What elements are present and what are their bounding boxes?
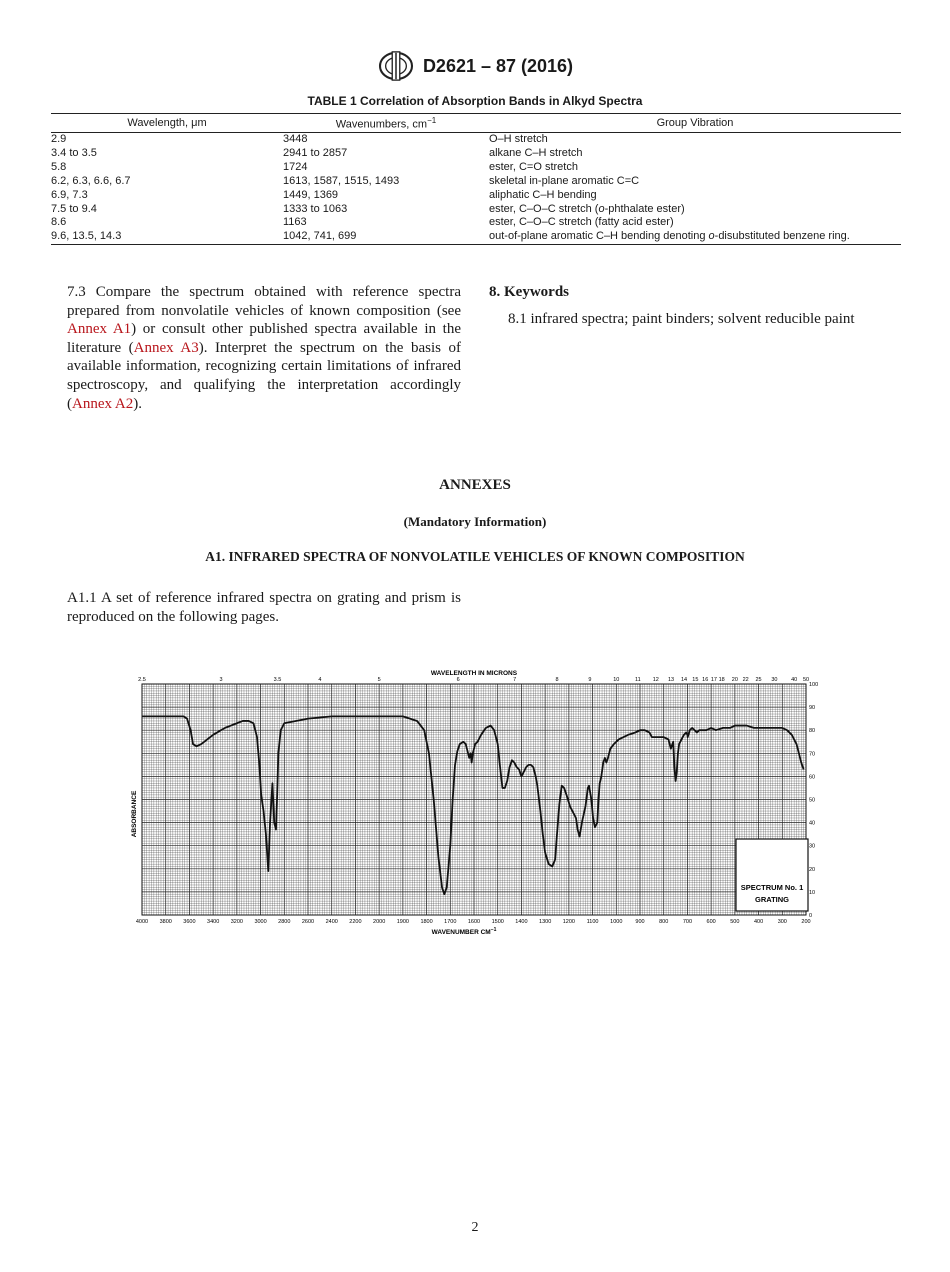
annexes-title: ANNEXES: [439, 477, 511, 493]
table-row: [51, 175, 901, 189]
cell-wavenumbers: 1613, 1587, 1515, 1493: [283, 174, 400, 187]
wavenumber-tick-label: 1600: [467, 919, 481, 925]
annexes-subtitle: (Mandatory Information): [403, 514, 547, 529]
cell-group-vibration: [489, 161, 901, 175]
cell-wavelength: 9.6, 13.5, 14.3: [51, 230, 283, 244]
micron-tick-label: 14: [680, 677, 688, 683]
cell-wavelength: 3.4 to 3.5: [51, 146, 97, 159]
chart-grid: [142, 684, 806, 915]
gv-text: out-of-plane aromatic C–H bending denoting: [489, 230, 709, 243]
wavenumber-tick-label: 1300: [539, 919, 552, 925]
chart-title: WAVELENGTH IN MICRONS: [430, 670, 518, 677]
cell-group-vibration: [489, 189, 901, 203]
gv-text: O–H stretch: [489, 133, 548, 145]
micron-tick-label: 50: [802, 677, 810, 683]
micron-tick-label: 8: [555, 677, 559, 683]
cell-wavenumbers: 1449, 1369: [283, 188, 339, 201]
wavenumber-tick-label: 1400: [515, 919, 528, 925]
table-caption: TABLE 1 Correlation of Absorption Bands in Alkyd Spectra: [307, 94, 643, 108]
cell-group-vibration: [489, 203, 901, 217]
spectrum-trace: [142, 716, 804, 894]
table-row: [51, 203, 901, 217]
wavenumber-tick-label: 4000: [135, 919, 149, 925]
cell-wavenumbers: 1333 to 1063: [283, 202, 348, 215]
micron-tick-label: 12: [652, 677, 659, 683]
wavenumber-tick-label: 1200: [562, 919, 575, 925]
micron-tick-label: 9: [588, 677, 592, 683]
table-row: [51, 147, 901, 161]
table-row: [51, 230, 901, 244]
wavenumber-tick-label: 1700: [444, 919, 457, 925]
wavenumber-tick-label: 1800: [420, 919, 433, 925]
label-box-line-2: GRATING: [754, 895, 790, 904]
ir-spectrum-chart: [128, 666, 824, 938]
wavenumber-tick-label: 300: [777, 919, 787, 925]
right-axis-tick-label: 80: [809, 728, 816, 735]
s73-text-2: ) or consult other published spectra available in the literature (: [67, 321, 461, 356]
cell-wavenumbers: 1163: [283, 216, 307, 229]
designation: D2621 – 87 (2016): [422, 55, 574, 76]
cell-group-vibration: [489, 230, 901, 244]
cell-wavelength: 6.9, 7.3: [51, 188, 88, 201]
micron-tick-label: 16: [702, 677, 709, 683]
gv-text: ester, C–O–C stretch (fatty acid ester): [489, 216, 674, 229]
wavenumber-tick-label: 2600: [301, 919, 315, 925]
cell-wavelength: 2.9: [51, 133, 67, 145]
micron-tick-label: 15: [692, 677, 699, 683]
micron-tick-label: 11: [634, 677, 641, 683]
section-7-3-body: [51, 283, 461, 413]
wavenumber-tick-label: 3000: [254, 919, 267, 925]
wavenumber-tick-label: 600: [706, 919, 716, 925]
wavenumber-tick-label: 500: [730, 919, 740, 925]
wavenumber-tick-label: 1900: [396, 919, 409, 925]
cell-group-vibration: [489, 147, 901, 161]
wavenumber-tick-label: 3800: [159, 919, 172, 925]
gv-italic: o: [598, 202, 605, 215]
label-box-line-1: SPECTRUM No. 1: [740, 883, 804, 892]
s73-text-3: ). Interpret the spectrum on the basis of available information, recognizing certain limitations of infrared spectroscopy, and qualifying the interpretation accordingly (: [67, 339, 461, 412]
gv-text: skeletal in-plane aromatic C=C: [489, 174, 640, 187]
micron-tick-label: 30: [771, 677, 778, 683]
right-axis-tick-label: 50: [809, 797, 816, 804]
astm-logo: [377, 50, 415, 82]
right-axis-tick-label: 90: [809, 705, 816, 712]
gv-italic: o: [708, 230, 715, 243]
wavenumber-tick-label: 700: [682, 919, 693, 925]
spectrum-label-box: [736, 839, 808, 911]
wavenumber-tick-label: 400: [753, 919, 764, 925]
wavenumber-tick-label: 3600: [183, 919, 196, 925]
annex-a3-link[interactable]: Annex A3: [133, 339, 199, 356]
micron-tick-label: 4: [318, 677, 322, 683]
col-wavenumbers: [283, 114, 489, 133]
page-number: 2: [471, 1220, 479, 1235]
gv-text: aliphatic C–H bending: [489, 188, 597, 201]
wavenumber-tick-label: 1500: [491, 919, 504, 925]
wavenumber-tick-label: 1100: [586, 919, 599, 925]
micron-tick-label: 3.5: [273, 677, 282, 683]
cell-wavelength: 6.2, 6.3, 6.6, 6.7: [51, 174, 131, 187]
micron-tick-label: 3: [219, 677, 223, 683]
right-axis-tick-label: 10: [809, 889, 816, 896]
micron-tick-label: 6: [456, 677, 460, 683]
cell-wavenumbers: 3448: [283, 133, 308, 145]
right-axis-tick-label: 0: [809, 913, 813, 919]
cell-group-vibration: [489, 133, 901, 147]
micron-tick-label: 13: [667, 677, 675, 683]
absorption-bands-table: [51, 113, 901, 245]
keywords-text: 8.1 infrared spectra; paint binders; solvent reducible paint: [508, 311, 855, 327]
right-axis-tick-label: 100: [809, 682, 819, 688]
micron-tick-label: 7: [513, 677, 517, 683]
section-7-3-paragraph: [51, 283, 461, 413]
micron-tick-label: 20: [731, 677, 738, 683]
annex-a2-link[interactable]: Annex A2: [72, 395, 134, 412]
cell-wavenumbers: 1724: [283, 160, 308, 173]
cell-wavenumbers: 2941 to 2857: [283, 146, 348, 159]
table-row: [51, 189, 901, 203]
wavenumber-tick-label: 2800: [278, 919, 291, 925]
col-group-vibration: Group Vibration: [489, 114, 901, 133]
micron-tick-label: 25: [755, 677, 762, 683]
table-row: [51, 133, 901, 147]
wavenumber-tick-label: 800: [659, 919, 669, 925]
cell-wavelength: 5.8: [51, 160, 67, 173]
keywords-heading: 8. Keywords: [489, 284, 569, 300]
annex-a1-1-paragraph: [51, 589, 461, 626]
micron-tick-label: 5: [377, 677, 381, 683]
s73-text-4: ).: [133, 395, 142, 412]
col-wavenumbers-exponent: −1: [427, 115, 437, 125]
y-axis-label: ABSORBANCE: [131, 790, 138, 838]
right-axis-tick-label: 20: [809, 866, 816, 873]
annex-a1-link[interactable]: Annex A1: [67, 321, 132, 338]
micron-tick-label: 17: [710, 677, 717, 683]
micron-tick-label: 18: [718, 677, 725, 683]
gv-text: ester, C–O–C stretch (: [489, 202, 599, 215]
wavenumber-tick-label: 200: [801, 919, 811, 925]
annex-a1-title: A1. INFRARED SPECTRA OF NONVOLATILE VEHICLES OF KNOWN COMPOSITION: [205, 549, 745, 564]
table-row: [51, 161, 901, 175]
cell-group-vibration: [489, 216, 901, 230]
wavenumber-tick-label: 1000: [610, 919, 623, 925]
s73-text-1: 7.3 Compare the spectrum obtained with reference spectra prepared from nonvolatile vehicles of known composition (see: [67, 284, 461, 319]
gv-text-end: -phthalate ester): [604, 202, 685, 215]
right-axis-tick-label: 30: [809, 843, 816, 850]
right-axis-tick-label: 60: [809, 774, 816, 781]
right-axis-tick-label: 40: [809, 820, 816, 827]
x-axis-label-exponent: −1: [490, 927, 497, 933]
table-header-row: [51, 114, 901, 133]
wavenumber-tick-label: 3400: [207, 919, 220, 925]
wavenumber-tick-label: 2000: [373, 919, 386, 925]
wavenumber-tick-label: 2200: [349, 919, 362, 925]
x-axis-label: [432, 927, 497, 936]
col-wavelength: Wavelength, μm: [51, 114, 283, 133]
cell-wavelength: 8.6: [51, 216, 67, 229]
x-axis-label-text: WAVENUMBER CM: [431, 929, 491, 936]
wavenumber-tick-label: 2400: [325, 919, 338, 925]
annex-a1-1-text: A1.1 A set of reference infrared spectra on grating and prism is reproduced on the following pages.: [67, 590, 461, 625]
cell-group-vibration: [489, 175, 901, 189]
micron-tick-label: 40: [791, 677, 798, 683]
gv-text: alkane C–H stretch: [489, 146, 583, 159]
right-axis-tick-label: 70: [809, 751, 816, 758]
wavenumber-tick-label: 3200: [230, 919, 243, 925]
micron-tick-label: 10: [613, 677, 620, 683]
gv-text: ester, C=O stretch: [489, 160, 578, 173]
col-wavenumbers-label: Wavenumbers, cm: [335, 118, 428, 131]
micron-tick-label: 22: [742, 677, 749, 683]
cell-wavenumbers: 1042, 741, 699: [283, 230, 489, 244]
gv-text-end: -disubstituted benzene ring.: [714, 230, 850, 243]
document-header: [0, 50, 950, 82]
cell-wavelength: 7.5 to 9.4: [51, 202, 97, 215]
table-row: [51, 216, 901, 230]
micron-tick-label: 2.5: [138, 677, 146, 683]
wavenumber-tick-label: 900: [635, 919, 645, 925]
